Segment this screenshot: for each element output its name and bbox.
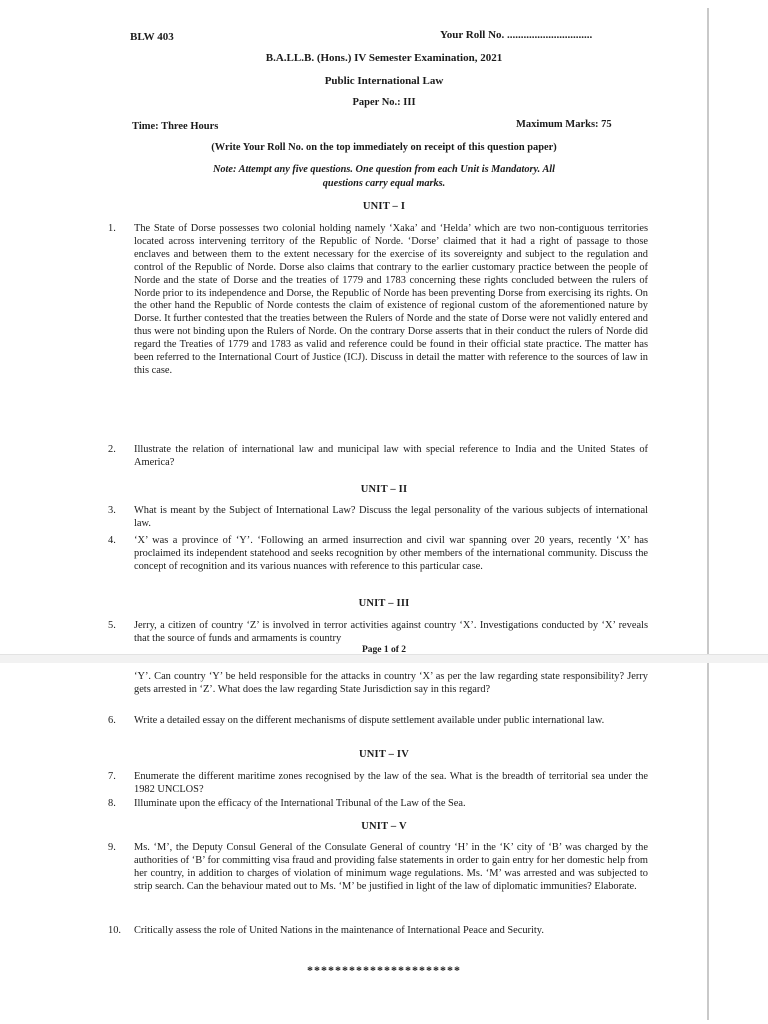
end-of-paper-mark: **********************	[307, 963, 461, 977]
page-edge	[707, 8, 709, 1020]
unit-heading: UNIT – III	[358, 598, 410, 609]
page-divider	[0, 654, 768, 663]
question	[108, 715, 648, 728]
question-text: Write a detailed essay on the different mechanisms of dispute settlement available under public international law.	[134, 715, 605, 726]
question-text: Enumerate the different maritime zones recognised by the law of the sea. What is the breadth of territorial sea under the 1982 UNCLOS?	[134, 771, 648, 795]
instruction: (Write Your Roll No. on the top immediately on receipt of this question paper)	[211, 142, 557, 153]
page-number: Page 1 of 2	[361, 645, 407, 655]
question-number: 4.	[108, 535, 116, 546]
question-number: 2.	[108, 444, 116, 455]
time-allowed: Time: Three Hours	[132, 121, 219, 132]
question	[108, 842, 648, 894]
question-text: ‘X’ was a province of ‘Y’. ‘Following an armed insurrection and civil war spanning over 20 years, recently ‘X’ has proclaimed its independent statehood and seeks recognition by other members of the international community. Discuss the concept of recognition and its various nuances with reference to this particular case.	[134, 535, 648, 572]
question-text: Ms. ‘M’, the Deputy Consul General of the Consulate General of country ‘H’ in the ‘K’ city of ‘B’ was charged by the authorities of ‘B’ for committing visa fraud and providing false statements in order to gain entry for her domestic help from her country, in addition to charges of violation of minimum wage regulations. Ms. ‘M’ was arrested and was subjected to strip search. Can the behaviour mated out to Ms. ‘M’ be justified in light of the law of diplomatic immunities? Elaborate.	[134, 842, 648, 892]
question	[108, 535, 648, 574]
question	[108, 620, 648, 646]
question	[108, 505, 648, 531]
question	[108, 223, 648, 378]
question	[108, 925, 648, 938]
question-text: The State of Dorse possesses two colonial holding namely ‘Xaka’ and ‘Helda’ which are two non-contiguous territories located across intervening territory of the Republic of Norde. ‘Dorse’ claimed that it had a right of passage to those enclaves and between them to the extent necessary for the exercise of its sovereignty and subject to the regulation and control of the Republic of Norde. Dorse also claims that contrary to the earlier customary practice between the people of Norde and the state of Dorse and the treaties of 1779 and 1783 concerning these rights concluded between the rulers of Norde prior to its independence and Dorse, the Republic of Norde has been preventing Dorse from exercising its rights. On the other hand the Republic of Norde contests the claim of existence of regional custom of the aforementioned nature by Dorse. It further contested that the treaties between the Rulers of Norde and the state of Dorse were not validly entered and thus were not binding upon the Rulers of Norde. On the contrary Dorse asserts that in their conduct the rulers of Norde did regard the Treaties of 1779 and 1783 as valid and reference could be found in their official state practice. The matter has been referred to the International Court of Justice (ICJ). Discuss in detail the matter with reference to the sources of law in this case.	[134, 223, 648, 376]
question-number: 5.	[108, 620, 116, 631]
question	[108, 444, 648, 470]
question-number: 10.	[108, 925, 121, 936]
roll-no-field: Your Roll No. ...............................	[440, 29, 593, 41]
unit-heading: UNIT – IV	[358, 749, 410, 760]
note-line-2: questions carry equal marks.	[322, 178, 446, 189]
question-number: 8.	[108, 798, 116, 809]
question-continued	[108, 671, 648, 697]
unit-heading: UNIT – II	[360, 484, 408, 495]
note-line-1: Note: Attempt any five questions. One question from each Unit is Mandatory. All	[212, 164, 556, 175]
question-text: Illustrate the relation of international law and municipal law with special reference to India and the United States of America?	[134, 444, 648, 468]
question-number: 7.	[108, 771, 116, 782]
max-marks: Maximum Marks: 75	[516, 119, 612, 130]
question-number: 3.	[108, 505, 116, 516]
unit-heading: UNIT – V	[361, 821, 407, 832]
unit-heading: UNIT – I	[362, 201, 406, 212]
question-text: Jerry, a citizen of country ‘Z’ is involved in terror activities against country ‘X’. Investigations conducted by ‘X’ reveals that the source of funds and armaments is country	[134, 620, 648, 644]
question	[108, 771, 648, 797]
question-number: 6.	[108, 715, 116, 726]
paper-code: BLW 403	[130, 31, 174, 43]
paper-number: Paper No.: III	[352, 97, 416, 108]
question-text: ‘Y’. Can country ‘Y’ be held responsible for the attacks in country ‘X’ as per the law regarding state responsibility? Jerry gets arrested in ‘Z’. What does the law regarding State Jurisdiction say in this regard?	[134, 671, 648, 695]
question-number: 1.	[108, 223, 116, 234]
question-text: Illuminate upon the efficacy of the International Tribunal of the Law of the Sea.	[134, 798, 466, 809]
exam-title: B.A.LL.B. (Hons.) IV Semester Examination, 2021	[265, 52, 503, 64]
question-number: 9.	[108, 842, 116, 853]
question-text: What is meant by the Subject of International Law? Discuss the legal personality of the various subjects of international law.	[134, 505, 648, 529]
subject-title: Public International Law	[324, 75, 444, 87]
question	[108, 798, 648, 811]
question-text: Critically assess the role of United Nations in the maintenance of International Peace and Security.	[134, 925, 544, 936]
